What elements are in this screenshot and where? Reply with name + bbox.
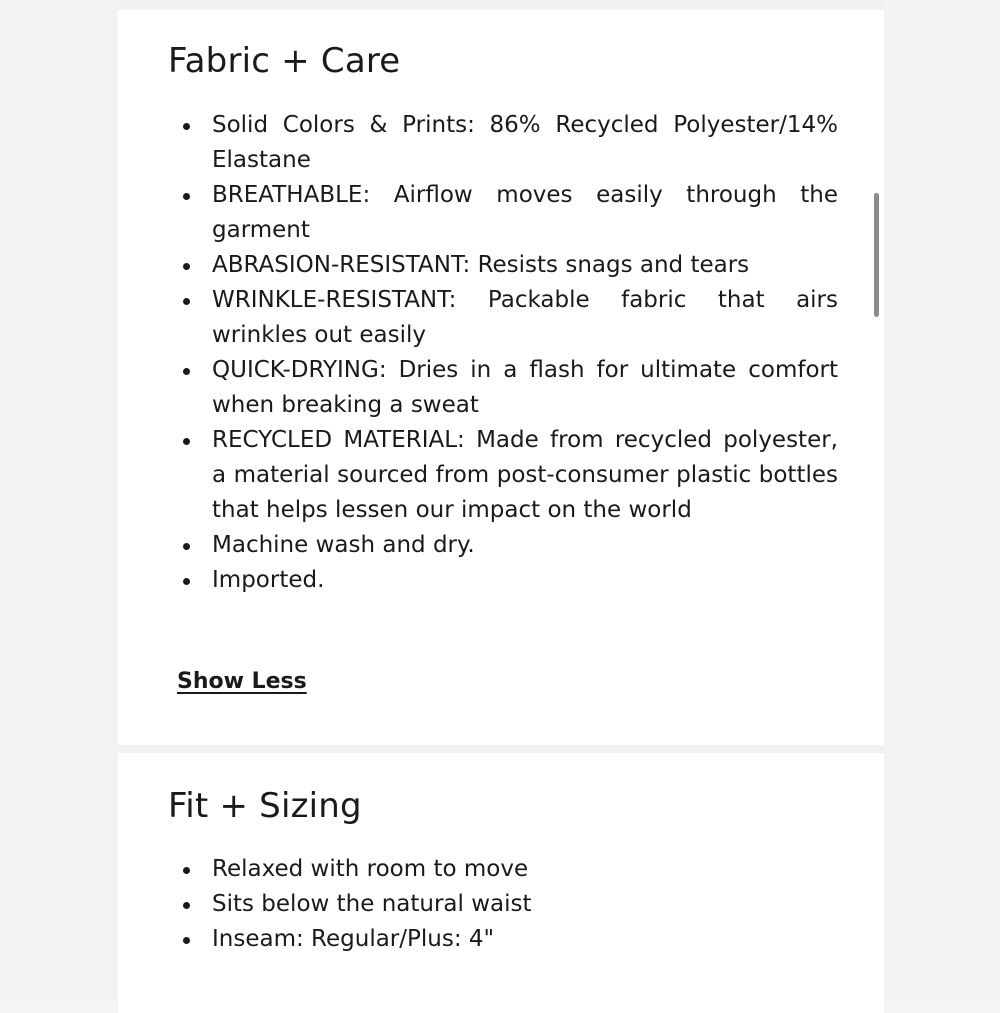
list-item	[168, 423, 838, 528]
product-details-column	[118, 0, 884, 1000]
list-item-text: Imported.	[212, 567, 325, 593]
bullet-icon	[183, 902, 190, 909]
list-item-text: RECYCLED MATERIAL: Made from recycled polyester, a material sourced from post-consumer plastic bottles that helps lessen our impact on the world	[212, 427, 838, 523]
list-item-text: Relaxed with room to move	[212, 856, 529, 882]
bullet-icon	[183, 368, 190, 375]
list-item	[168, 528, 838, 563]
list-item	[168, 108, 838, 178]
section-title-fabric-care: Fabric + Care	[168, 41, 401, 81]
left-margin	[0, 0, 118, 1000]
fit-sizing-list	[168, 852, 838, 957]
list-item-text: Solid Colors & Prints: 86% Recycled Polyester/14% Elastane	[212, 112, 838, 173]
bullet-icon	[183, 123, 190, 130]
bullet-icon	[183, 543, 190, 550]
bullet-icon	[183, 937, 190, 944]
show-less-link[interactable]: Show Less	[177, 669, 307, 694]
list-item	[168, 922, 838, 957]
right-margin	[884, 0, 1000, 1000]
list-item-text: ABRASION-RESISTANT: Resists snags and tears	[212, 252, 750, 278]
fabric-care-section	[118, 10, 884, 745]
list-item	[168, 248, 838, 283]
list-item-text: BREATHABLE: Airflow moves easily through the garment	[212, 182, 838, 243]
list-item	[168, 178, 838, 248]
bullet-icon	[183, 867, 190, 874]
bullet-icon	[183, 438, 190, 445]
fabric-care-list	[168, 108, 838, 598]
bullet-icon	[183, 298, 190, 305]
list-item-text: Sits below the natural waist	[212, 891, 532, 917]
list-item-text: QUICK-DRYING: Dries in a flash for ultimate comfort when breaking a sweat	[212, 357, 838, 418]
bullet-icon	[183, 193, 190, 200]
section-title-fit-sizing: Fit + Sizing	[168, 786, 362, 826]
list-item-text: WRINKLE-RESISTANT: Packable fabric that airs wrinkles out easily	[212, 287, 838, 348]
list-item	[168, 563, 838, 598]
fit-sizing-section	[118, 753, 884, 1013]
list-item	[168, 353, 838, 423]
bullet-icon	[183, 578, 190, 585]
list-item	[168, 887, 838, 922]
bullet-icon	[183, 263, 190, 270]
list-item	[168, 283, 838, 353]
list-item-text: Inseam: Regular/Plus: 4"	[212, 926, 495, 952]
list-item-text: Machine wash and dry.	[212, 532, 475, 558]
scrollbar-thumb[interactable]	[874, 193, 879, 317]
list-item	[168, 852, 838, 887]
